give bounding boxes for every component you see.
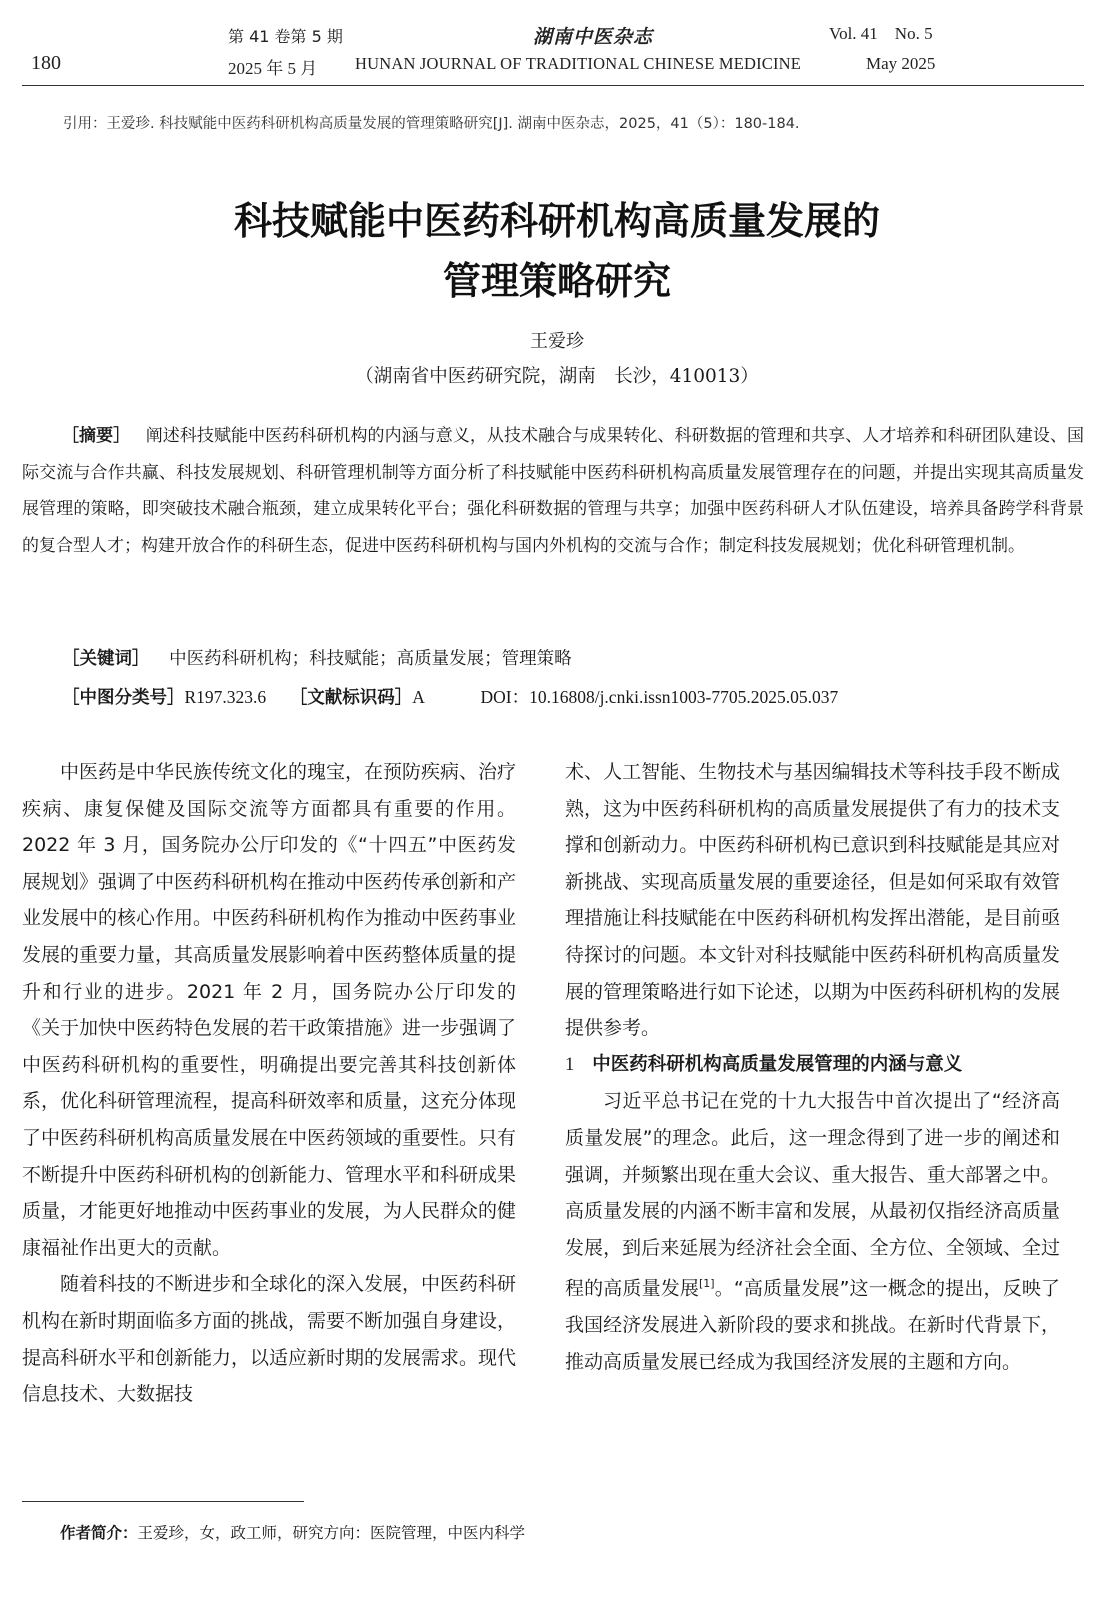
- affiliation: （湖南省中医药研究院，湖南 长沙，410013）: [355, 366, 759, 387]
- body-right-column: [565, 754, 1060, 1380]
- paragraph-text: 习近平总书记在党的十九大报告中首次提出了“经济高质量发展”的理念。此后，这一理念得到了进一步的阐述和强调，并频繁出现在重大会议、重大报告、重大部署之中。高质量发展的内涵不断丰富和发展，从最初仅指经济高质量发展，到后来延展为经济社会全面、全方位、全领域、全过程的高质量发展: [565, 1090, 1060, 1300]
- abstract-text: 阐述科技赋能中医药科研机构的内涵与意义，从技术融合与成果转化、科研数据的管理和共享、人才培养和科研团队建设、国际交流与合作共赢、科技发展规划、科研管理机制等方面分析了科技赋能中医药科研机构高质量发展管理存在的问题，并提出实现其高质量发展管理的策略，即突破技术融合瓶颈，建立成果转化平台；强化科研数据的管理与共享；加强中医药科研人才队伍建设，培养具备跨学科背景的复合型人才；构建开放合作的科研生态，促进中医药科研机构与国内外机构的交流与合作；制定科技发展规划；优化科研管理机制。: [22, 426, 1085, 556]
- title-line-2: 管理策略研究: [442, 259, 671, 303]
- footnote-rule: [22, 1501, 304, 1502]
- doc-code-label: ［文献标识码］: [289, 688, 413, 708]
- journal-english-name: HUNAN JOURNAL OF TRADITIONAL CHINESE MEDICINE: [355, 54, 802, 73]
- section-number: 1: [565, 1054, 575, 1075]
- journal-logo: 湖南中医杂志: [533, 26, 654, 48]
- classification-line: [62, 684, 838, 709]
- reference-marker[interactable]: [1]: [699, 1277, 715, 1291]
- doi: DOI：10.16808/j.cnki.issn1003-7705.2025.05.037: [480, 687, 839, 707]
- clc-value: R197.323.6: [184, 687, 267, 707]
- volume-issue-cn: 第 41 卷第 5 期: [228, 27, 343, 46]
- author-bio-footnote: [60, 1521, 525, 1543]
- author-name: 王爱珍: [530, 331, 584, 352]
- paragraph-text: 。“高质量发展”这一概念的提出，反映了我国经济发展进入新阶段的要求和挑战。在新时代背景下，推动高质量发展已经成为我国经济发展的主题和方向。: [565, 1277, 1060, 1373]
- title-line-1: 科技赋能中医药科研机构高质量发展的: [233, 199, 880, 243]
- body-paragraph: 中医药是中华民族传统文化的瑰宝，在预防疾病、治疗疾病、康复保健及国际交流等方面都具有重要的作用。2022 年 3 月，国务院办公厅印发的《“十四五”中医药发展规划》强调了中医药科研机构在推动中医药传承创新和产业发展中的核心作用。中医药科研机构作为推动中医药事业发展的重要力量，其高质量发展影响着中医药整体质量的提升和行业的进步。2021 年 2 月，国务院办公厅印发的《关于加快中医药特色发展的若干政策措施》进一步强调了中医药科研机构的重要性，明确提出要完善其科技创新体系，优化科研管理流程，提高科研效率和质量，这充分体现了中医药科研机构高质量发展在中医药领域的重要性。只有不断提升中医药科研机构的创新能力、管理水平和科研成果质量，才能更好地推动中医药事业的发展，为人民群众的健康福祉作出更大的贡献。: [22, 761, 517, 1259]
- keywords-text: 中医药科研机构；科技赋能；高质量发展；管理策略: [169, 649, 572, 669]
- citation: 引用：王爱珍. 科技赋能中医药科研机构高质量发展的管理策略研究[J]. 湖南中医杂志，2025，41（5）：180-184.: [63, 116, 800, 132]
- body-paragraph: [565, 1083, 1060, 1380]
- body-paragraph: 随着科技的不断进步和全球化的深入发展，中医药科研机构在新时期面临多方面的挑战，需要不断加强自身建设，提高科研水平和创新能力，以适应新时期的发展需求。现代信息技术、大数据技: [22, 1273, 517, 1406]
- section-heading: [565, 1047, 1060, 1084]
- header-rule: [22, 85, 1084, 86]
- body-paragraph: 术、人工智能、生物技术与基因编辑技术等科技手段不断成熟，这为中医药科研机构的高质量发展提供了有力的技术支撑和创新动力。中医药科研机构已意识到科技赋能是其应对新挑战、实现高质量发展的重要途径，但是如何采取有效管理措施让科技赋能在中医药科研机构发挥出潜能，是目前亟待探讨的问题。本文针对科技赋能中医药科研机构高质量发展的管理策略进行如下论述，以期为中医药科研机构的发展提供参考。: [565, 761, 1060, 1040]
- keywords-label: ［关键词］: [62, 649, 150, 669]
- body-left-column: [22, 754, 516, 1413]
- date-cn: 2025 年 5 月: [228, 59, 318, 78]
- abstract-label: ［摘要］: [62, 426, 131, 446]
- volume-issue-en: Vol. 41 No. 5: [829, 24, 933, 43]
- page-number: 180: [31, 52, 61, 74]
- keywords: [62, 645, 572, 670]
- doc-code-value: A: [412, 687, 425, 707]
- footnote-text: 王爱珍，女，政工师，研究方向：医院管理，中医内科学: [137, 1524, 526, 1542]
- footnote-label: 作者简介：: [60, 1524, 138, 1542]
- date-en: May 2025: [866, 54, 936, 73]
- clc-label: ［中图分类号］: [62, 688, 185, 708]
- abstract: [22, 418, 1084, 564]
- section-title: 中医药科研机构高质量发展管理的内涵与意义: [592, 1053, 963, 1075]
